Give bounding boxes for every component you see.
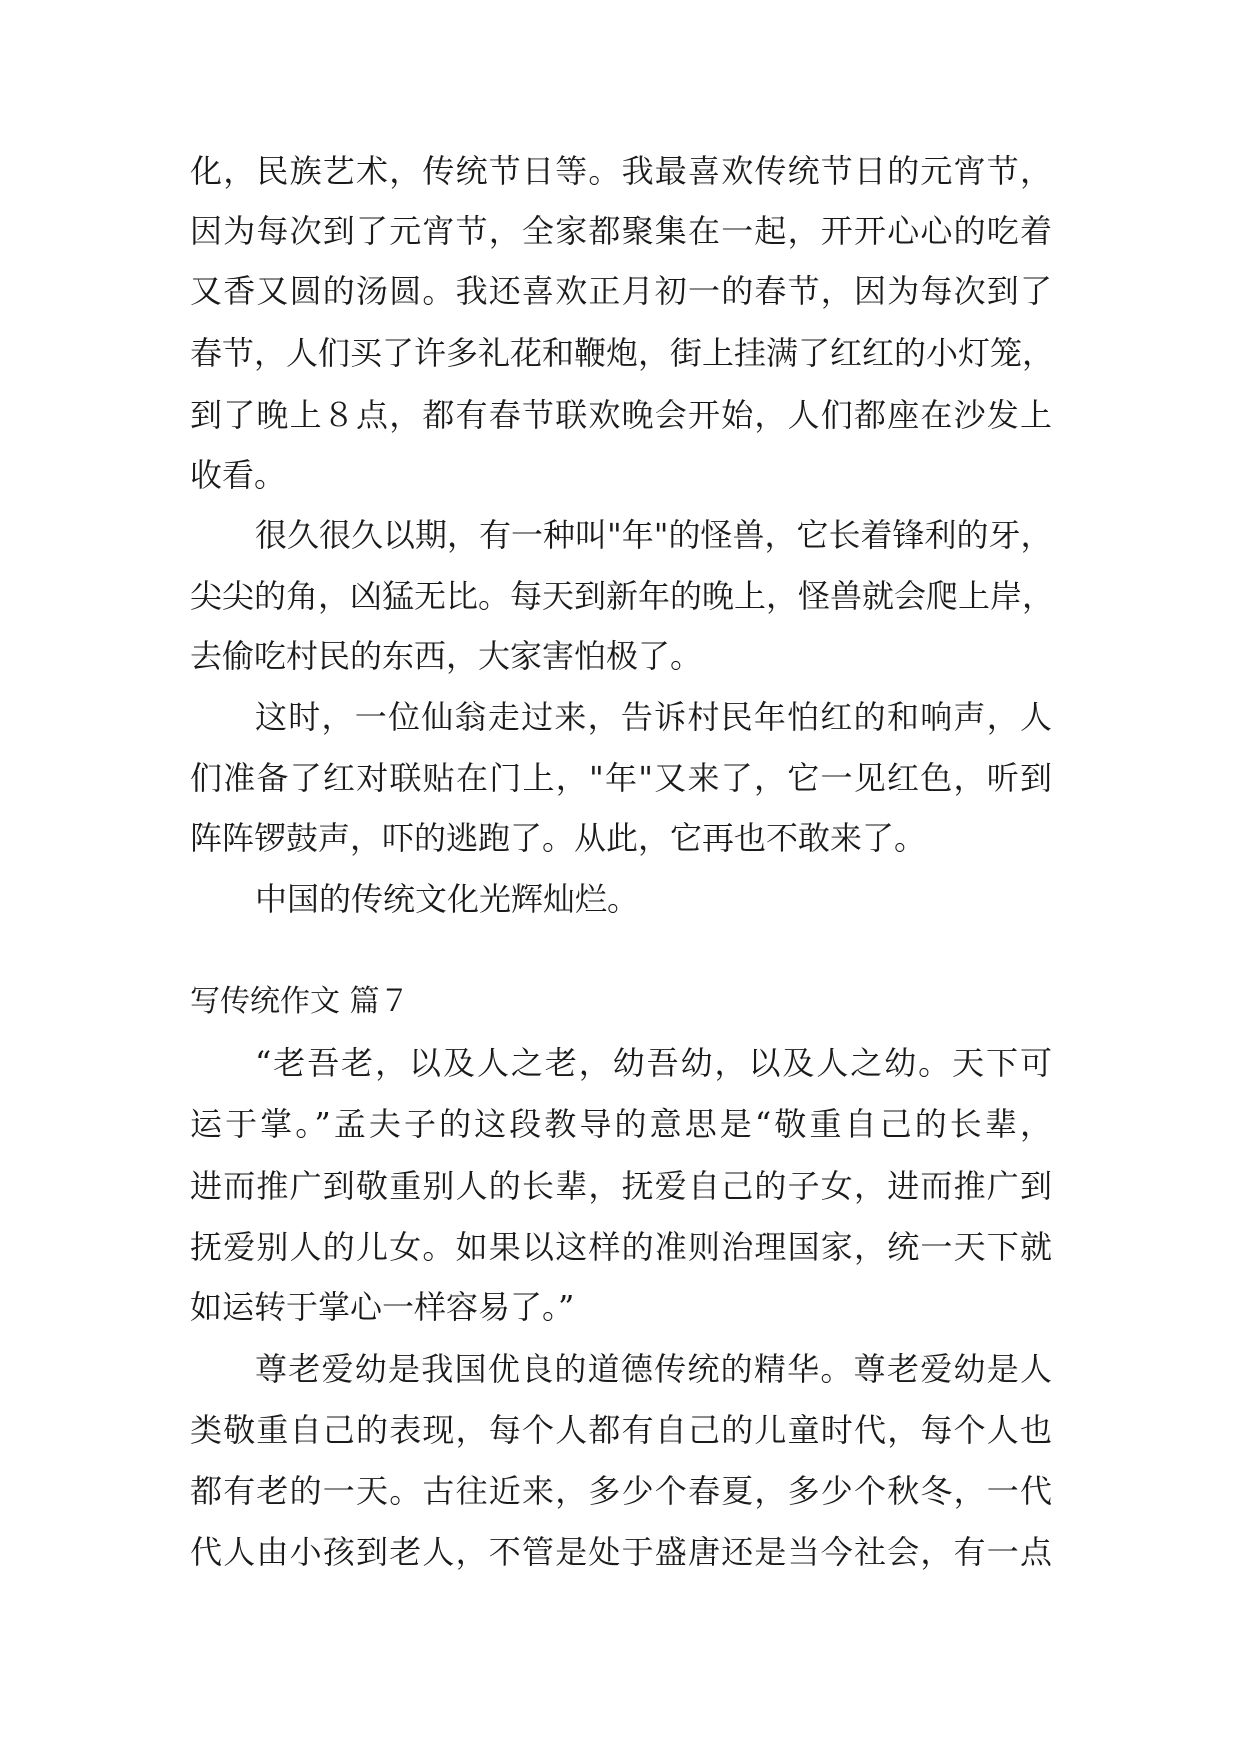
paragraph-line: 尖尖的角，凶猛无比。每天到新年的晚上，怪兽就会爬上岸， — [190, 577, 1055, 615]
paragraph-line: 抚爱别人的儿女。如果以这样的准则治理国家，统一天下就 — [190, 1228, 1052, 1266]
paragraph-line: 去偷吃村民的东西，大家害怕极了。 — [190, 637, 703, 675]
paragraph-line: 春节，人们买了许多礼花和鞭炮，街上挂满了红红的小灯笼， — [190, 334, 1055, 372]
paragraph-line: “老吾老，以及人之老，幼吾幼，以及人之幼。天下可 — [255, 1044, 1052, 1082]
paragraph-line: 运于掌。”孟夫子的这段教导的意思是“敬重自己的长辈， — [190, 1105, 1052, 1143]
paragraph-line: 到了晚上８点，都有春节联欢晚会开始，人们都座在沙发上 — [190, 396, 1052, 434]
paragraph-line: 进而推广到敬重别人的长辈，抚爱自己的子女，进而推广到 — [190, 1167, 1052, 1205]
section-heading: 写传统作文 篇７ — [190, 984, 410, 1019]
paragraph-line: 中国的传统文化光辉灿烂。 — [255, 880, 640, 918]
paragraph-line: 收看。 — [190, 456, 287, 494]
paragraph-line: 类敬重自己的表现，每个人都有自己的儿童时代，每个人也 — [190, 1411, 1052, 1449]
paragraph-line: 很久很久以期，有一种叫"年"的怪兽，它长着锋利的牙， — [255, 516, 1053, 554]
paragraph-line: 尊老爱幼是我国优良的道德传统的精华。尊老爱幼是人 — [255, 1350, 1052, 1388]
paragraph-line: 又香又圆的汤圆。我还喜欢正月初一的春节，因为每次到了 — [190, 272, 1052, 310]
paragraph-line: 阵阵锣鼓声，吓的逃跑了。从此，它再也不敢来了。 — [190, 819, 927, 857]
paragraph-line: 代人由小孩到老人，不管是处于盛唐还是当今社会，有一点 — [190, 1533, 1052, 1571]
paragraph-line: 化，民族艺术，传统节日等。我最喜欢传统节日的元宵节， — [190, 152, 1052, 190]
paragraph-line: 们准备了红对联贴在门上，"年"又来了，它一见红色，听到 — [190, 759, 1052, 797]
paragraph-line: 都有老的一天。古往近来，多少个春夏，多少个秋冬，一代 — [190, 1472, 1052, 1510]
paragraph-line: 如运转于掌心一样容易了。” — [190, 1288, 575, 1326]
paragraph-line: 因为每次到了元宵节，全家都聚集在一起，开开心心的吃着 — [190, 212, 1052, 250]
paragraph-line: 这时，一位仙翁走过来，告诉村民年怕红的和响声，人 — [255, 698, 1052, 736]
